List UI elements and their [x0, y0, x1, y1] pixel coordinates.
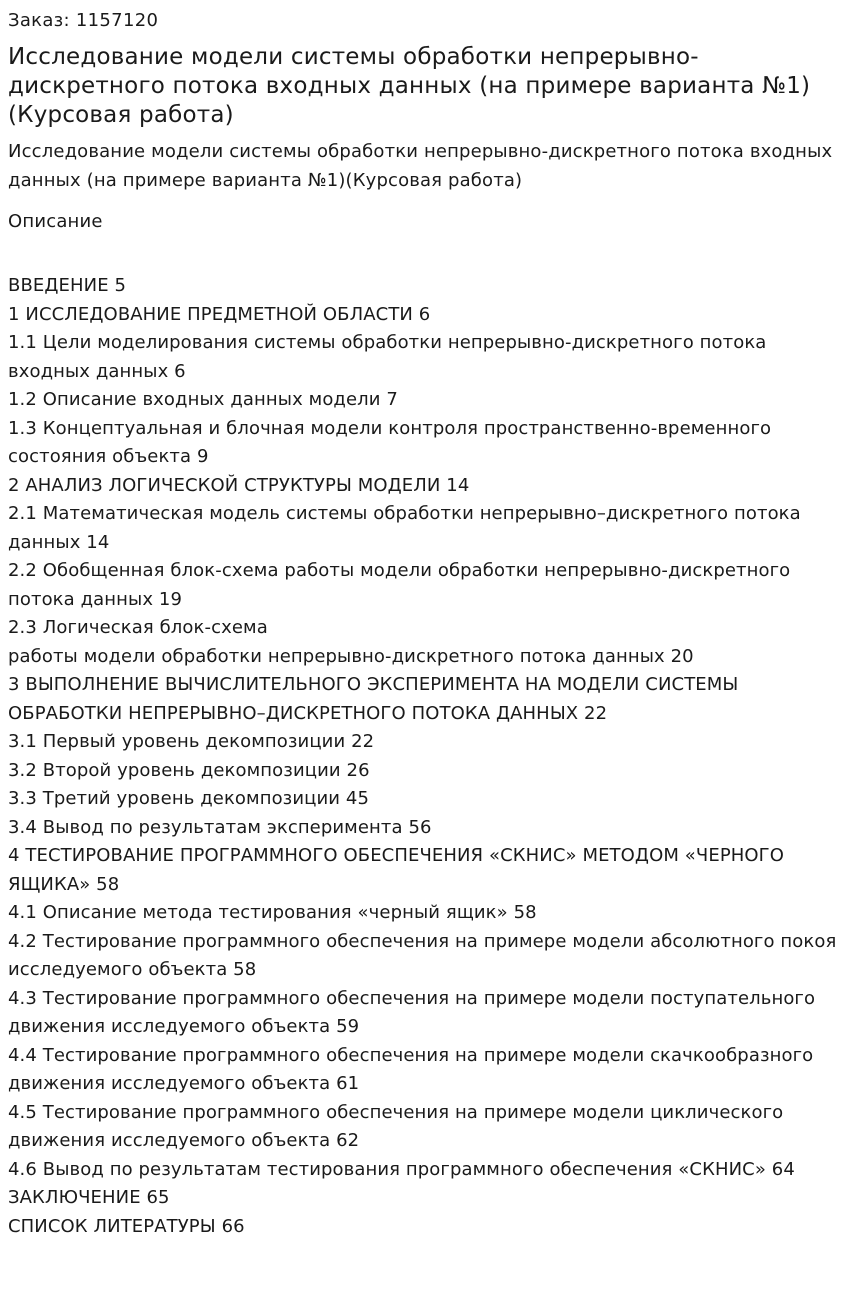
toc-entry: 2 АНАЛИЗ ЛОГИЧЕСКОЙ СТРУКТУРЫ МОДЕЛИ 14 [8, 474, 470, 496]
toc-entry: 4.2 Тестирование программного обеспечения на примере модели абсолютного покоя исследуемого объекта 58 [8, 930, 837, 980]
toc-entry: 3.2 Второй уровень декомпозиции 26 [8, 759, 370, 781]
toc-entry: 1.3 Концептуальная и блочная модели контроля пространственно-временного состояния объекта 9 [8, 417, 772, 467]
toc-entry: 3.1 Первый уровень декомпозиции 22 [8, 731, 375, 752]
toc-entry: 1.1 Цели моделирования системы обработки непрерывно-дискретного потока входных данных 6 [8, 332, 767, 382]
toc-entry: ВВЕДЕНИЕ 5 [8, 275, 127, 296]
toc-entry: 3.3 Третий уровень декомпозиции 45 [8, 788, 370, 809]
toc-entry: работы модели обработки непрерывно-дискретного потока данных 20 [8, 645, 694, 667]
order-number: Заказ: 1157120 [8, 10, 159, 31]
toc-entry: 3 ВЫПОЛНЕНИЕ ВЫЧИСЛИТЕЛЬНОГО ЭКСПЕРИМЕНТА НА МОДЕЛИ СИСТЕМЫ ОБРАБОТКИ НЕПРЕРЫВНО–ДИСКРЕТНОГО ПОТОКА ДАННЫХ 22 [8, 674, 739, 724]
table-of-contents [8, 272, 839, 1241]
toc-entry: СПИСОК ЛИТЕРАТУРЫ 66 [8, 1215, 245, 1237]
toc-entry: 4.3 Тестирование программного обеспечения на примере модели поступательного движения исследуемого объекта 59 [8, 987, 816, 1037]
page-title: Исследование модели системы обработки непрерывно-дискретного потока входных данных (на примере варианта №1)(Курсовая работа) [8, 44, 811, 128]
toc-entry: 1 ИССЛЕДОВАНИЕ ПРЕДМЕТНОЙ ОБЛАСТИ 6 [8, 303, 431, 325]
toc-entry: 4.5 Тестирование программного обеспечения на примере модели циклического движения исследуемого объекта 62 [8, 1101, 784, 1151]
toc-entry: 4 ТЕСТИРОВАНИЕ ПРОГРАММНОГО ОБЕСПЕЧЕНИЯ «СКНИС» МЕТОДОМ «ЧЕРНОГО ЯЩИКА» 58 [8, 845, 785, 895]
toc-entry: 1.2 Описание входных данных модели 7 [8, 389, 398, 410]
page-subtitle: Исследование модели системы обработки непрерывно-дискретного потока входных данных (на примере варианта №1)(Курсовая работа) [8, 141, 833, 191]
toc-entry: 4.6 Вывод по результатам тестирования программного обеспечения «СКНИС» 64 [8, 1158, 795, 1180]
toc-entry: 4.1 Описание метода тестирования «черный ящик» 58 [8, 902, 537, 923]
toc-entry: 4.4 Тестирование программного обеспечения на примере модели скачкообразного движения исследуемого объекта 61 [8, 1044, 814, 1094]
toc-entry: ЗАКЛЮЧЕНИЕ 65 [8, 1187, 170, 1208]
toc-entry: 2.2 Обобщенная блок-схема работы модели обработки непрерывно-дискретного потока данных 19 [8, 560, 791, 610]
toc-entry: 2.3 Логическая блок-схема [8, 617, 268, 638]
toc-entry: 2.1 Математическая модель системы обработки непрерывно–дискретного потока данных 14 [8, 503, 801, 553]
description-heading: Описание [8, 211, 103, 232]
toc-entry: 3.4 Вывод по результатам эксперимента 56 [8, 816, 432, 838]
